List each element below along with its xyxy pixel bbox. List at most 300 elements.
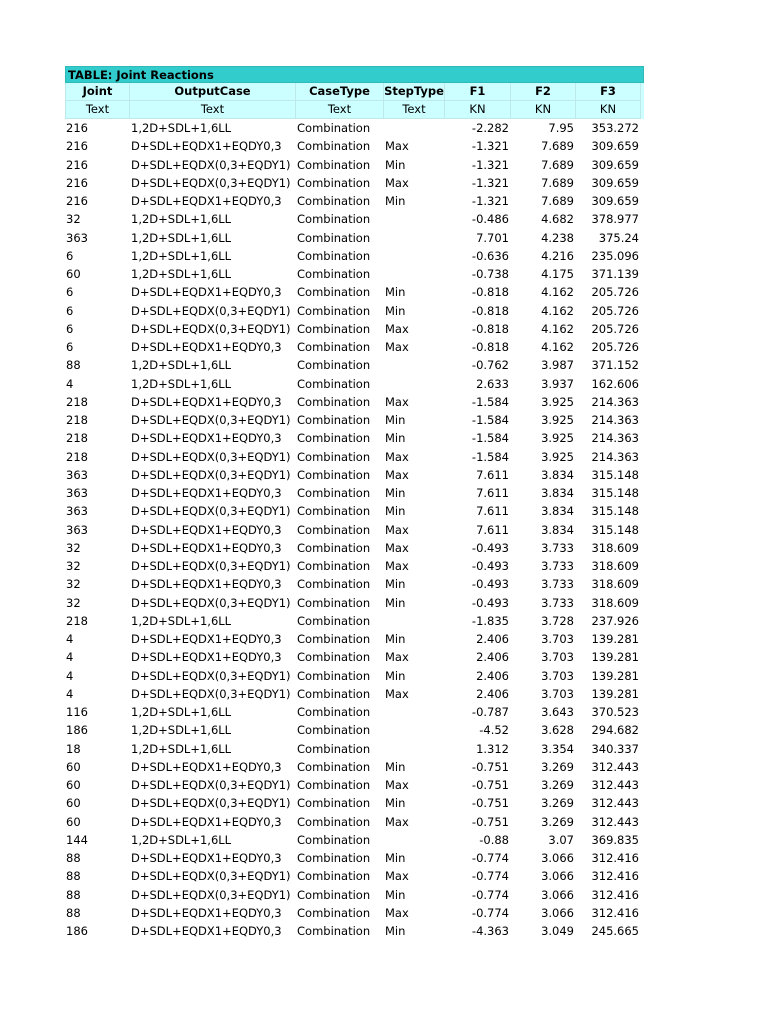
cell-steptype[interactable] (384, 721, 445, 739)
cell-outputcase[interactable]: 1,2D+SDL+1,6LL (131, 741, 232, 756)
cell-casetype[interactable]: Combination (297, 851, 371, 865)
cell-steptype[interactable]: Max (385, 522, 409, 537)
cell-steptype[interactable]: Min (385, 668, 406, 683)
cell-f3[interactable]: 312.443 (591, 759, 639, 774)
cell-joint[interactable]: 4 (66, 632, 74, 646)
cell-joint[interactable]: 60 (66, 759, 81, 774)
cell-f2[interactable]: 4.682 (541, 212, 574, 227)
cell-f1[interactable]: -0.818 (471, 340, 509, 354)
cell-joint[interactable]: 363 (66, 504, 88, 519)
cell-f2[interactable]: 4.162 (541, 303, 574, 318)
cell-joint[interactable]: 60 (66, 814, 81, 829)
cell-casetype[interactable]: Combination (297, 121, 371, 135)
cell-joint[interactable]: 4 (66, 376, 74, 391)
cell-steptype[interactable] (384, 210, 445, 228)
cell-casetype[interactable]: Combination (297, 139, 371, 154)
cell-f1[interactable]: -0.818 (471, 303, 509, 318)
cell-casetype[interactable]: Combination (297, 887, 371, 902)
cell-outputcase[interactable]: 1,2D+SDL+1,6LL (131, 705, 232, 719)
cell-casetype[interactable]: Combination (297, 267, 371, 281)
cell-f1[interactable]: -0.762 (471, 358, 509, 373)
cell-f3[interactable]: 312.416 (591, 869, 639, 884)
cell-steptype[interactable] (384, 831, 445, 849)
cell-outputcase[interactable]: D+SDL+EQDX(0,3+EQDY1) (131, 686, 291, 701)
cell-outputcase[interactable]: D+SDL+EQDX(0,3+EQDY1) (131, 504, 291, 519)
cell-f2[interactable]: 3.628 (541, 723, 574, 738)
cell-outputcase[interactable]: D+SDL+EQDX1+EQDY0,3 (131, 340, 282, 354)
cell-f2[interactable]: 4.175 (541, 267, 574, 281)
cell-outputcase[interactable]: D+SDL+EQDX1+EQDY0,3 (131, 905, 282, 920)
cell-joint[interactable]: 88 (66, 905, 81, 920)
cell-steptype[interactable]: Max (385, 650, 409, 665)
cell-casetype[interactable]: Combination (297, 285, 371, 300)
cell-steptype[interactable]: Max (385, 778, 409, 792)
cell-joint[interactable]: 88 (66, 887, 81, 902)
cell-casetype[interactable]: Combination (297, 376, 371, 391)
cell-f1[interactable]: -1.321 (471, 139, 509, 154)
cell-casetype[interactable]: Combination (297, 504, 371, 519)
cell-f3[interactable]: 312.416 (591, 851, 639, 865)
cell-joint[interactable]: 32 (66, 212, 81, 227)
cell-f3[interactable]: 309.659 (591, 139, 639, 154)
cell-outputcase[interactable]: D+SDL+EQDX(0,3+EQDY1) (131, 595, 291, 610)
header-outputcase[interactable]: OutputCase (130, 83, 296, 101)
cell-f1[interactable]: 7.701 (476, 230, 509, 245)
cell-f2[interactable]: 3.834 (541, 504, 574, 519)
cell-outputcase[interactable]: D+SDL+EQDX1+EQDY0,3 (131, 194, 282, 208)
cell-f1[interactable]: -1.584 (471, 394, 509, 409)
cell-joint[interactable]: 116 (66, 705, 88, 719)
cell-f2[interactable]: 4.216 (541, 248, 574, 263)
cell-f3[interactable]: 315.148 (591, 504, 639, 519)
cell-f3[interactable]: 205.726 (591, 303, 639, 318)
header-f1[interactable]: F1 (445, 83, 511, 101)
header-f3[interactable]: F3 (576, 83, 641, 101)
cell-f1[interactable]: -1.584 (471, 431, 509, 446)
cell-steptype[interactable] (384, 375, 445, 393)
cell-f3[interactable]: 315.148 (591, 486, 639, 500)
cell-f3[interactable]: 315.148 (591, 522, 639, 537)
cell-steptype[interactable]: Max (385, 175, 409, 190)
cell-f3[interactable]: 205.726 (591, 321, 639, 336)
cell-f3[interactable]: 162.606 (591, 376, 639, 391)
cell-casetype[interactable]: Combination (297, 632, 371, 646)
cell-outputcase[interactable]: D+SDL+EQDX(0,3+EQDY1) (131, 449, 291, 464)
cell-f1[interactable]: 7.611 (476, 504, 509, 519)
cell-f3[interactable]: 214.363 (591, 431, 639, 446)
cell-f3[interactable]: 371.139 (591, 267, 639, 281)
cell-joint[interactable]: 216 (66, 139, 88, 154)
cell-casetype[interactable]: Combination (297, 796, 371, 811)
cell-casetype[interactable]: Combination (297, 686, 371, 701)
cell-steptype[interactable] (384, 229, 445, 247)
cell-f1[interactable]: -0.751 (471, 778, 509, 792)
cell-f2[interactable]: 3.925 (541, 449, 574, 464)
cell-f3[interactable]: 318.609 (591, 559, 639, 573)
cell-casetype[interactable]: Combination (297, 668, 371, 683)
cell-steptype[interactable]: Min (385, 851, 406, 865)
cell-joint[interactable]: 216 (66, 157, 88, 172)
cell-outputcase[interactable]: D+SDL+EQDX1+EQDY0,3 (131, 577, 282, 592)
cell-outputcase[interactable]: D+SDL+EQDX1+EQDY0,3 (131, 814, 282, 829)
cell-joint[interactable]: 32 (66, 595, 81, 610)
cell-f2[interactable]: 3.703 (541, 632, 574, 646)
cell-outputcase[interactable]: D+SDL+EQDX(0,3+EQDY1) (131, 303, 291, 318)
cell-f3[interactable]: 294.682 (591, 723, 639, 738)
cell-steptype[interactable]: Max (385, 905, 409, 920)
cell-steptype[interactable]: Max (385, 814, 409, 829)
cell-f1[interactable]: -0.636 (471, 248, 509, 263)
cell-joint[interactable]: 6 (66, 303, 74, 318)
cell-joint[interactable]: 218 (66, 431, 88, 446)
cell-casetype[interactable]: Combination (297, 486, 371, 500)
cell-joint[interactable]: 363 (66, 230, 88, 245)
cell-joint[interactable]: 216 (66, 121, 88, 135)
cell-casetype[interactable]: Combination (297, 540, 371, 555)
header-steptype[interactable]: StepType (384, 83, 445, 101)
cell-f2[interactable]: 7.689 (541, 194, 574, 208)
cell-casetype[interactable]: Combination (297, 522, 371, 537)
cell-f3[interactable]: 312.416 (591, 887, 639, 902)
cell-joint[interactable]: 218 (66, 394, 88, 409)
cell-f3[interactable]: 309.659 (591, 157, 639, 172)
cell-f2[interactable]: 3.834 (541, 486, 574, 500)
cell-f1[interactable]: -0.774 (471, 905, 509, 920)
cell-outputcase[interactable]: D+SDL+EQDX1+EQDY0,3 (131, 650, 282, 665)
cell-casetype[interactable]: Combination (297, 194, 371, 208)
cell-casetype[interactable]: Combination (297, 449, 371, 464)
cell-outputcase[interactable]: D+SDL+EQDX1+EQDY0,3 (131, 139, 282, 154)
cell-f2[interactable]: 3.066 (541, 869, 574, 884)
cell-steptype[interactable]: Min (385, 759, 406, 774)
cell-casetype[interactable]: Combination (297, 157, 371, 172)
cell-f2[interactable]: 4.162 (541, 285, 574, 300)
cell-joint[interactable]: 218 (66, 613, 88, 628)
cell-joint[interactable]: 4 (66, 686, 74, 701)
cell-outputcase[interactable]: 1,2D+SDL+1,6LL (131, 121, 232, 135)
cell-outputcase[interactable]: D+SDL+EQDX1+EQDY0,3 (131, 285, 282, 300)
cell-f3[interactable]: 370.523 (591, 705, 639, 719)
cell-casetype[interactable]: Combination (297, 303, 371, 318)
cell-f2[interactable]: 3.733 (541, 540, 574, 555)
cell-casetype[interactable]: Combination (297, 741, 371, 756)
cell-f3[interactable]: 353.272 (591, 121, 639, 135)
cell-steptype[interactable]: Min (385, 413, 406, 427)
cell-casetype[interactable]: Combination (297, 869, 371, 884)
cell-casetype[interactable]: Combination (297, 832, 371, 847)
cell-steptype[interactable]: Max (385, 394, 409, 409)
cell-f3[interactable]: 312.416 (591, 905, 639, 920)
cell-f3[interactable]: 318.609 (591, 577, 639, 592)
cell-f3[interactable]: 309.659 (591, 175, 639, 190)
cell-f2[interactable]: 3.269 (541, 814, 574, 829)
cell-steptype[interactable]: Min (385, 924, 406, 938)
cell-f2[interactable]: 3.049 (541, 924, 574, 938)
cell-f3[interactable]: 205.726 (591, 340, 639, 354)
cell-outputcase[interactable]: 1,2D+SDL+1,6LL (131, 267, 232, 281)
cell-f2[interactable]: 3.728 (541, 613, 574, 628)
cell-steptype[interactable]: Max (385, 139, 409, 154)
cell-f3[interactable]: 139.281 (591, 650, 639, 665)
cell-f2[interactable]: 3.269 (541, 778, 574, 792)
cell-casetype[interactable]: Combination (297, 559, 371, 573)
cell-joint[interactable]: 6 (66, 340, 74, 354)
cell-f3[interactable]: 312.443 (591, 796, 639, 811)
cell-f2[interactable]: 4.162 (541, 321, 574, 336)
cell-f1[interactable]: -0.751 (471, 759, 509, 774)
cell-outputcase[interactable]: D+SDL+EQDX(0,3+EQDY1) (131, 887, 291, 902)
cell-casetype[interactable]: Combination (297, 230, 371, 245)
cell-joint[interactable]: 88 (66, 869, 81, 884)
cell-f2[interactable]: 3.925 (541, 431, 574, 446)
cell-joint[interactable]: 186 (66, 924, 88, 938)
cell-f2[interactable]: 3.269 (541, 759, 574, 774)
cell-outputcase[interactable]: D+SDL+EQDX(0,3+EQDY1) (131, 321, 291, 336)
cell-f1[interactable]: -0.774 (471, 851, 509, 865)
cell-f1[interactable]: -1.321 (471, 175, 509, 190)
cell-f1[interactable]: -0.787 (471, 705, 509, 719)
cell-f1[interactable]: -0.818 (471, 285, 509, 300)
cell-f2[interactable]: 3.703 (541, 668, 574, 683)
cell-f1[interactable]: -4.363 (471, 924, 509, 938)
cell-outputcase[interactable]: D+SDL+EQDX(0,3+EQDY1) (131, 157, 291, 172)
cell-steptype[interactable]: Max (385, 559, 409, 573)
cell-f2[interactable]: 3.733 (541, 577, 574, 592)
cell-steptype[interactable]: Max (385, 467, 409, 482)
cell-joint[interactable]: 4 (66, 650, 74, 665)
cell-outputcase[interactable]: D+SDL+EQDX1+EQDY0,3 (131, 522, 282, 537)
cell-f3[interactable]: 214.363 (591, 394, 639, 409)
cell-f2[interactable]: 3.733 (541, 595, 574, 610)
cell-steptype[interactable] (384, 247, 445, 265)
cell-steptype[interactable] (384, 740, 445, 758)
cell-casetype[interactable]: Combination (297, 577, 371, 592)
cell-joint[interactable]: 6 (66, 285, 74, 300)
cell-casetype[interactable]: Combination (297, 723, 371, 738)
cell-joint[interactable]: 218 (66, 413, 88, 427)
cell-steptype[interactable] (384, 356, 445, 374)
cell-f1[interactable]: 1.312 (476, 741, 509, 756)
cell-outputcase[interactable]: D+SDL+EQDX(0,3+EQDY1) (131, 668, 291, 683)
cell-steptype[interactable]: Max (385, 686, 409, 701)
cell-outputcase[interactable]: 1,2D+SDL+1,6LL (131, 613, 232, 628)
cell-f3[interactable]: 312.443 (591, 778, 639, 792)
cell-f2[interactable]: 7.95 (548, 121, 574, 135)
cell-f1[interactable]: -0.486 (471, 212, 509, 227)
cell-f1[interactable]: 2.406 (476, 632, 509, 646)
cell-f3[interactable]: 139.281 (591, 632, 639, 646)
cell-outputcase[interactable]: D+SDL+EQDX1+EQDY0,3 (131, 486, 282, 500)
cell-outputcase[interactable]: 1,2D+SDL+1,6LL (131, 723, 232, 738)
cell-f1[interactable]: -1.584 (471, 413, 509, 427)
cell-outputcase[interactable]: D+SDL+EQDX1+EQDY0,3 (131, 540, 282, 555)
cell-f2[interactable]: 7.689 (541, 175, 574, 190)
cell-casetype[interactable]: Combination (297, 431, 371, 446)
cell-f2[interactable]: 3.925 (541, 413, 574, 427)
cell-f1[interactable]: -1.321 (471, 194, 509, 208)
cell-joint[interactable]: 216 (66, 194, 88, 208)
cell-f2[interactable]: 3.937 (541, 376, 574, 391)
cell-f2[interactable]: 4.238 (541, 230, 574, 245)
cell-casetype[interactable]: Combination (297, 467, 371, 482)
cell-f2[interactable]: 3.354 (541, 741, 574, 756)
cell-steptype[interactable]: Max (385, 449, 409, 464)
cell-steptype[interactable] (384, 265, 445, 283)
cell-joint[interactable]: 18 (66, 741, 81, 756)
cell-casetype[interactable]: Combination (297, 814, 371, 829)
cell-f3[interactable]: 315.148 (591, 467, 639, 482)
cell-casetype[interactable]: Combination (297, 248, 371, 263)
cell-joint[interactable]: 6 (66, 321, 74, 336)
cell-f1[interactable]: 7.611 (476, 467, 509, 482)
cell-joint[interactable]: 32 (66, 540, 81, 555)
cell-steptype[interactable]: Min (385, 632, 406, 646)
cell-steptype[interactable]: Max (385, 321, 409, 336)
cell-steptype[interactable]: Max (385, 540, 409, 555)
cell-f1[interactable]: -2.282 (471, 121, 509, 135)
cell-f3[interactable]: 312.443 (591, 814, 639, 829)
cell-outputcase[interactable]: D+SDL+EQDX(0,3+EQDY1) (131, 413, 291, 427)
cell-f3[interactable]: 214.363 (591, 449, 639, 464)
cell-joint[interactable]: 32 (66, 559, 81, 573)
cell-steptype[interactable]: Min (385, 504, 406, 519)
cell-joint[interactable]: 88 (66, 358, 81, 373)
cell-f1[interactable]: -0.88 (479, 832, 509, 847)
cell-f1[interactable]: 2.406 (476, 686, 509, 701)
cell-f1[interactable]: 2.406 (476, 650, 509, 665)
cell-f1[interactable]: 7.611 (476, 522, 509, 537)
cell-joint[interactable]: 32 (66, 577, 81, 592)
cell-f1[interactable]: -1.321 (471, 157, 509, 172)
cell-f3[interactable]: 245.665 (591, 924, 639, 938)
cell-outputcase[interactable]: 1,2D+SDL+1,6LL (131, 248, 232, 263)
cell-casetype[interactable]: Combination (297, 340, 371, 354)
cell-joint[interactable]: 363 (66, 486, 88, 500)
cell-outputcase[interactable]: 1,2D+SDL+1,6LL (131, 230, 232, 245)
cell-joint[interactable]: 216 (66, 175, 88, 190)
cell-joint[interactable]: 363 (66, 467, 88, 482)
cell-steptype[interactable]: Min (385, 285, 406, 300)
cell-steptype[interactable]: Min (385, 157, 406, 172)
cell-outputcase[interactable]: D+SDL+EQDX(0,3+EQDY1) (131, 869, 291, 884)
cell-outputcase[interactable]: D+SDL+EQDX1+EQDY0,3 (131, 759, 282, 774)
cell-steptype[interactable] (384, 703, 445, 721)
cell-f2[interactable]: 3.643 (541, 705, 574, 719)
cell-f2[interactable]: 3.834 (541, 467, 574, 482)
cell-steptype[interactable]: Min (385, 887, 406, 902)
cell-casetype[interactable]: Combination (297, 212, 371, 227)
cell-f2[interactable]: 3.987 (541, 358, 574, 373)
cell-joint[interactable]: 218 (66, 449, 88, 464)
cell-outputcase[interactable]: D+SDL+EQDX1+EQDY0,3 (131, 924, 282, 938)
cell-outputcase[interactable]: D+SDL+EQDX(0,3+EQDY1) (131, 796, 291, 811)
cell-f1[interactable]: -0.751 (471, 814, 509, 829)
cell-steptype[interactable]: Max (385, 340, 409, 354)
cell-f1[interactable]: -0.493 (471, 595, 509, 610)
cell-outputcase[interactable]: D+SDL+EQDX(0,3+EQDY1) (131, 778, 291, 792)
cell-f2[interactable]: 7.689 (541, 139, 574, 154)
cell-steptype[interactable]: Max (385, 869, 409, 884)
cell-casetype[interactable]: Combination (297, 613, 371, 628)
cell-casetype[interactable]: Combination (297, 705, 371, 719)
cell-outputcase[interactable]: D+SDL+EQDX1+EQDY0,3 (131, 431, 282, 446)
cell-f1[interactable]: -0.493 (471, 540, 509, 555)
cell-steptype[interactable]: Min (385, 431, 406, 446)
header-joint[interactable]: Joint (65, 83, 130, 101)
cell-casetype[interactable]: Combination (297, 175, 371, 190)
cell-joint[interactable]: 363 (66, 522, 88, 537)
cell-f3[interactable]: 318.609 (591, 540, 639, 555)
cell-f2[interactable]: 3.269 (541, 796, 574, 811)
cell-f1[interactable]: -0.493 (471, 577, 509, 592)
cell-f2[interactable]: 3.07 (548, 832, 574, 847)
cell-f2[interactable]: 4.162 (541, 340, 574, 354)
cell-f2[interactable]: 3.066 (541, 905, 574, 920)
cell-steptype[interactable]: Min (385, 577, 406, 592)
cell-steptype[interactable]: Min (385, 595, 406, 610)
cell-steptype[interactable]: Min (385, 303, 406, 318)
cell-joint[interactable]: 60 (66, 267, 81, 281)
cell-f3[interactable]: 369.835 (591, 832, 639, 847)
cell-f1[interactable]: -0.774 (471, 869, 509, 884)
cell-steptype[interactable]: Min (385, 194, 406, 208)
cell-outputcase[interactable]: D+SDL+EQDX1+EQDY0,3 (131, 851, 282, 865)
cell-casetype[interactable]: Combination (297, 321, 371, 336)
cell-casetype[interactable]: Combination (297, 394, 371, 409)
cell-outputcase[interactable]: D+SDL+EQDX1+EQDY0,3 (131, 394, 282, 409)
cell-f1[interactable]: -0.738 (471, 267, 509, 281)
cell-f2[interactable]: 3.066 (541, 887, 574, 902)
cell-outputcase[interactable]: 1,2D+SDL+1,6LL (131, 358, 232, 373)
cell-f3[interactable]: 214.363 (591, 413, 639, 427)
cell-f1[interactable]: 2.633 (476, 376, 509, 391)
cell-casetype[interactable]: Combination (297, 778, 371, 792)
cell-joint[interactable]: 88 (66, 851, 81, 865)
cell-casetype[interactable]: Combination (297, 595, 371, 610)
cell-joint[interactable]: 144 (66, 832, 88, 847)
cell-f1[interactable]: -0.493 (471, 559, 509, 573)
cell-outputcase[interactable]: D+SDL+EQDX1+EQDY0,3 (131, 632, 282, 646)
cell-f2[interactable]: 3.834 (541, 522, 574, 537)
cell-f3[interactable]: 139.281 (591, 686, 639, 701)
cell-f2[interactable]: 3.703 (541, 686, 574, 701)
header-f2[interactable]: F2 (511, 83, 576, 101)
cell-joint[interactable]: 186 (66, 723, 88, 738)
cell-outputcase[interactable]: 1,2D+SDL+1,6LL (131, 212, 232, 227)
cell-casetype[interactable]: Combination (297, 358, 371, 373)
cell-casetype[interactable]: Combination (297, 650, 371, 665)
cell-steptype[interactable] (384, 119, 445, 137)
cell-outputcase[interactable]: D+SDL+EQDX(0,3+EQDY1) (131, 467, 291, 482)
cell-f2[interactable]: 7.689 (541, 157, 574, 172)
cell-steptype[interactable] (384, 612, 445, 630)
cell-f3[interactable]: 378.977 (591, 212, 639, 227)
cell-f1[interactable]: -0.751 (471, 796, 509, 811)
cell-outputcase[interactable]: 1,2D+SDL+1,6LL (131, 376, 232, 391)
cell-f3[interactable]: 309.659 (591, 194, 639, 208)
cell-casetype[interactable]: Combination (297, 924, 371, 938)
cell-f1[interactable]: -0.774 (471, 887, 509, 902)
cell-f3[interactable]: 371.152 (591, 358, 639, 373)
cell-outputcase[interactable]: D+SDL+EQDX(0,3+EQDY1) (131, 559, 291, 573)
cell-joint[interactable]: 4 (66, 668, 74, 683)
cell-f3[interactable]: 375.24 (598, 230, 639, 245)
cell-f2[interactable]: 3.703 (541, 650, 574, 665)
cell-f3[interactable]: 340.337 (591, 741, 639, 756)
cell-steptype[interactable]: Min (385, 486, 406, 500)
cell-joint[interactable]: 60 (66, 796, 81, 811)
cell-f1[interactable]: -0.818 (471, 321, 509, 336)
